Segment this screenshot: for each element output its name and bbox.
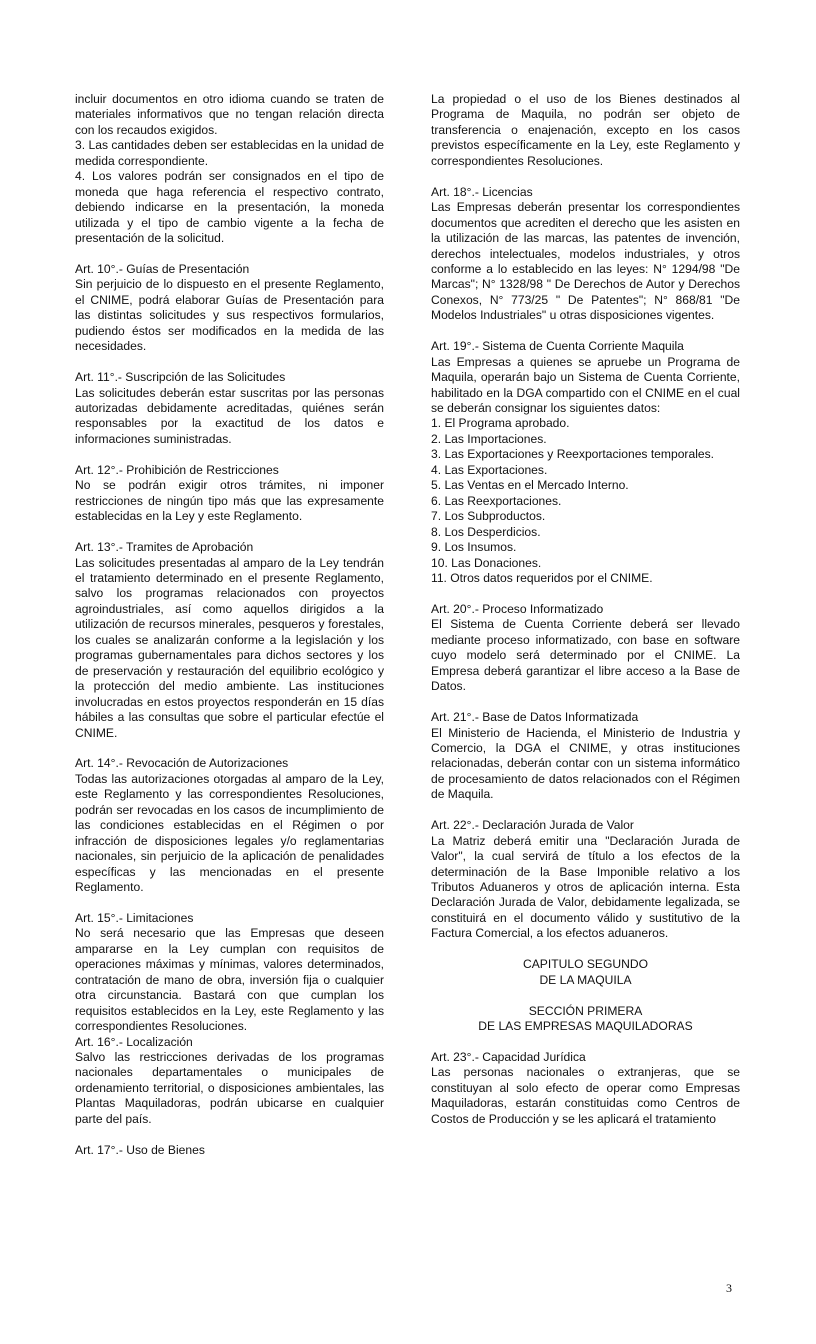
list-item: 4. Las Exportaciones. (431, 462, 548, 477)
article-12-title: Art. 12°.- Prohibición de Restricciones (75, 462, 279, 477)
list-item: 11. Otros datos requeridos por el CNIME. (431, 571, 653, 586)
intro-item-4: 4. Los valores podrán ser consignados en el tipo de moneda que haga referencia el respectivo contrato, debiendo indicarse en la presentación, la moneda utilizada y el tipo de cambio vigente a la fecha de presentación de la solicitud. (75, 169, 384, 246)
article-23 (431, 1050, 740, 1127)
article-16-title: Art. 16°.- Localización (75, 1034, 193, 1049)
intro-paragraph-1: incluir documentos en otro idioma cuando se traten de materiales informativos que no tengan relación directa con los recaudos exigidos. (75, 92, 384, 137)
article-15-title: Art. 15°.- Limitaciones (75, 910, 194, 925)
article-14-body: Todas las autorizaciones otorgadas al amparo de la Ley, este Reglamento y las correspondientes Resoluciones, podrán ser revocadas en los casos de incumplimiento de las condiciones establecidas en el Régimen o por infracción de disposiciones legales y/o reglamentarias nacionales, sin perjuicio de la aplicación de penalidades específicas y las mencionadas en el presente Reglamento. (75, 771, 384, 895)
left-column (75, 92, 384, 1174)
chapter-title: CAPITULO SEGUNDO (523, 957, 648, 972)
article-10 (75, 262, 384, 355)
article-16 (75, 1035, 384, 1128)
section-heading (431, 1004, 740, 1035)
article-23-title: Art. 23°.- Capacidad Jurídica (431, 1049, 586, 1064)
article-19 (431, 339, 740, 586)
article-10-body: Sin perjuicio de lo dispuesto en el presente Reglamento, el CNIME, podrá elaborar Guías de Presentación para las distintas solicitudes y sus respectivos formularios, pudiendo éstos ser modificados en la medida de las necesidades. (75, 277, 384, 354)
section-subtitle: DE LAS EMPRESAS MAQUILADORAS (478, 1019, 693, 1034)
list-item: 3. Las Exportaciones y Reexportaciones temporales. (431, 447, 715, 462)
article-11-title: Art. 11°.- Suscripción de las Solicitudes (75, 370, 286, 385)
article-20 (431, 602, 740, 695)
chapter-subtitle: DE LA MAQUILA (539, 972, 632, 987)
list-item: 10. Las Donaciones. (431, 555, 542, 570)
article-22-title: Art. 22°.- Declaración Jurada de Valor (431, 818, 634, 833)
article-14 (75, 756, 384, 895)
article-22 (431, 818, 740, 942)
article-14-title: Art. 14°.- Revocación de Autorizaciones (75, 756, 289, 771)
article-20-body: El Sistema de Cuenta Corriente deberá ser llevado mediante proceso informatizado, con base en software cuyo modelo será determinado por el CNIME. La Empresa deberá garantizar el libre acceso a la Base de Datos. (431, 617, 740, 694)
list-item: 7. Los Subproductos. (431, 509, 546, 524)
list-item: 2. Las Importaciones. (431, 431, 547, 446)
right-column (431, 92, 740, 1127)
article-15 (75, 911, 384, 1035)
list-item: 9. Los Insumos. (431, 540, 517, 555)
article-13 (75, 540, 384, 741)
article-13-title: Art. 13°.- Tramites de Aprobación (75, 540, 254, 555)
article-19-body: Las Empresas a quienes se apruebe un Programa de Maquila, operarán bajo un Sistema de Cuenta Corriente, habilitado en la DGA compartido con el CNIME en el cual se deberán consignar los siguientes datos: (431, 354, 740, 416)
article-16-body: Salvo las restricciones derivadas de los programas nacionales departamentales o municipales de ordenamiento territorial, o disposiciones ambientales, las Plantas Maquiladoras, podrán ubicarse en cualquier parte del país. (75, 1050, 384, 1126)
intro-item-3: 3. Las cantidades deben ser establecidas en la unidad de medida correspondiente. (75, 138, 384, 168)
article-21-body: El Ministerio de Hacienda, el Ministerio de Industria y Comercio, la DGA el CNIME, y otras instituciones relacionadas, deberán contar con un sistema informático de procesamiento de datos relacionados con el Régimen de Maquila. (431, 725, 740, 802)
article-13-body: Las solicitudes presentadas al amparo de la Ley tendrán el tratamiento determinado en el presente Reglamento, salvo los programas relacionados con proyectos agroindustriales, así como aquellos dirigidos a la utilización de recursos minerales, pesqueros y forestales, los cuales se analizarán conforme a la legislación y los programas gubernamentales para dichos sectores y los de preservación y restauración del equilibrio ecológico y la protección del medio ambiente. Las instituciones involucradas en estos proyectos responderán en 15 días hábiles a las consultas que sobre el particular efectúe el CNIME. (75, 555, 384, 740)
article-18-body: Las Empresas deberán presentar los correspondientes documentos que acrediten el derecho que les asisten en la utilización de las marcas, las patentes de invención, derechos intelectuales, modelos industriales, y otros conforme a lo establecido en las leyes: N° 1294/98 "De Marcas"; N° 1328/98 " De Derechos de Autor y Derechos Conexos, N° 773/25 " De Patentes"; N° 868/81 "De Modelos Industriales" u otras disposiciones vigentes. (431, 200, 740, 323)
list-item: 8. Los Desperdicios. (431, 524, 541, 539)
article-21-title: Art. 21°.- Base de Datos Informatizada (431, 710, 639, 725)
section-title: SECCIÓN PRIMERA (528, 1003, 643, 1018)
list-item: 1. El Programa aprobado. (431, 416, 570, 431)
article-23-body: Las personas nacionales o extranjeras, que se constituyan al solo efecto de operar como Empresas Maquiladoras, estarán constituidas como Centros de Costos de Producción y se les aplicará el tratamiento (431, 1065, 740, 1126)
article-11-body: Las solicitudes deberán estar suscritas por las personas autorizadas debidamente acreditadas, quiénes serán responsables por la exactitud de los datos e informaciones suministradas. (75, 385, 384, 446)
data-list (431, 416, 740, 586)
page-number: 3 (726, 1281, 732, 1295)
article-11 (75, 370, 384, 447)
article-17-title: Art. 17°.- Uso de Bienes (75, 1142, 205, 1157)
intro-block (75, 92, 384, 247)
article-18 (431, 185, 740, 324)
article-18-title: Art. 18°.- Licencias (431, 184, 533, 199)
article-20-title: Art. 20°.- Proceso Informatizado (431, 601, 604, 616)
article-21 (431, 710, 740, 803)
article-19-title: Art. 19°.- Sistema de Cuenta Corriente Maquila (431, 339, 684, 354)
article-17 (75, 1143, 384, 1158)
article-22-body: La Matriz deberá emitir una "Declaración Jurada de Valor", la cual servirá de título a los efectos de la determinación de la Base Imponible relativo a los Tributos Aduaneros y otros de aplicación interna. Esta Declaración Jurada de Valor, debidamente legalizada, se constituirá en el documento válido y sustitutivo de la Factura Comercial, a los efectos aduaneros. (431, 833, 740, 941)
article-15-body: No será necesario que las Empresas que deseen ampararse en la Ley cumplan con requisitos de operaciones máximas y mínimas, valores determinados, contratación de mano de obra, inversión fija o cualquier otra circunstancia. Bastará con que cumplan los requisitos establecidos en la Ley, este Reglamento y las correspondientes Resoluciones. (75, 926, 384, 1034)
article-12 (75, 463, 384, 525)
list-item: 5. Las Ventas en el Mercado Interno. (431, 478, 629, 493)
article-12-body: No se podrán exigir otros trámites, ni imponer restricciones de ningún tipo más que las expresamente establecidas en la Ley y este Reglamento. (75, 478, 384, 524)
article-17-body: La propiedad o el uso de los Bienes destinados al Programa de Maquila, no podrán ser objeto de transferencia o enajenación, excepto en los casos previstos específicamente en la Ley, este Reglamento y correspondientes Resoluciones. (431, 92, 740, 168)
chapter-heading (431, 957, 740, 988)
article-10-title: Art. 10°.- Guías de Presentación (75, 261, 250, 276)
list-item: 6. Las Reexportaciones. (431, 493, 562, 508)
